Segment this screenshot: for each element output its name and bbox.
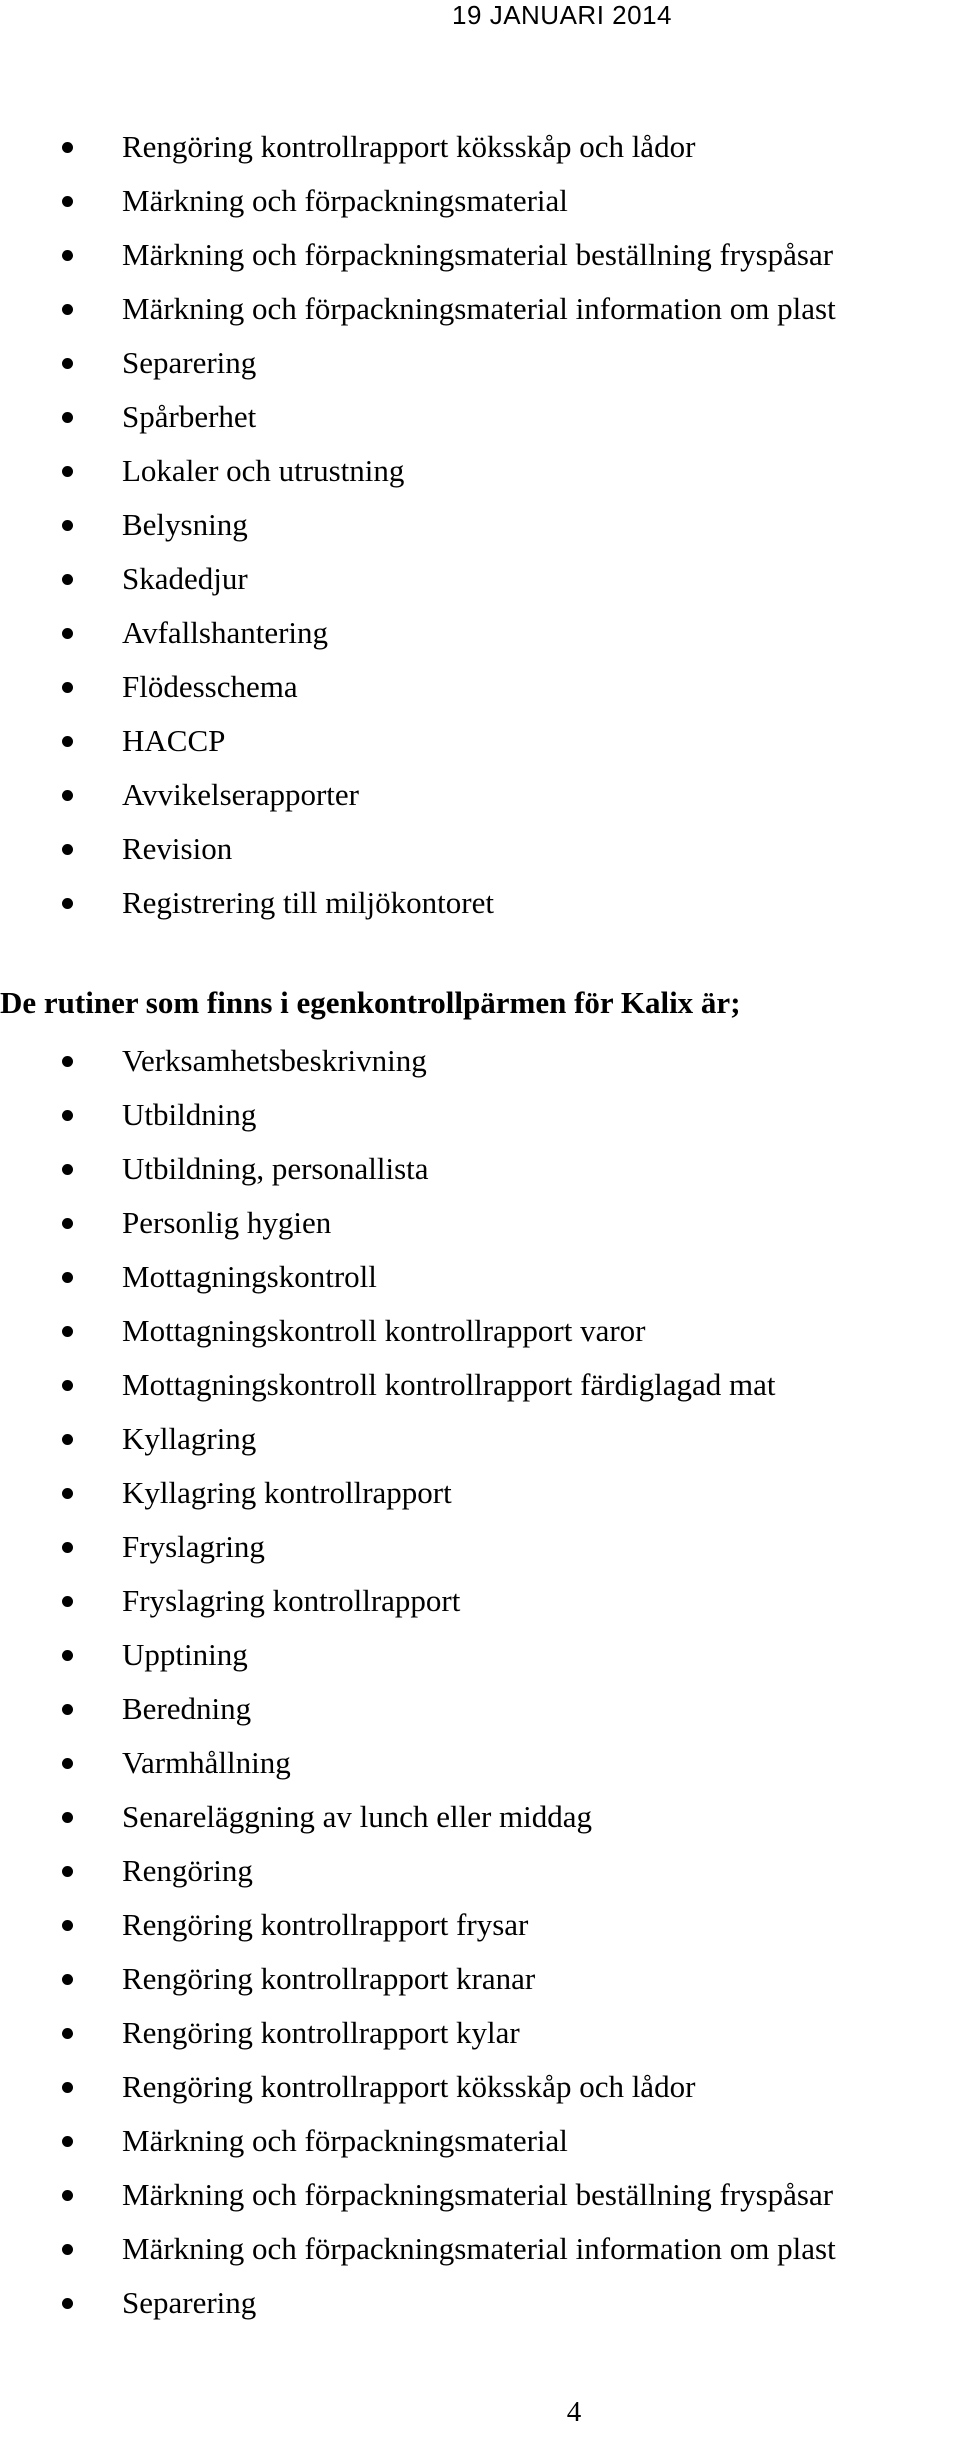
list-item bbox=[0, 228, 960, 282]
bullet-icon bbox=[62, 790, 73, 801]
bullet-icon bbox=[62, 1974, 73, 1985]
bullet-icon bbox=[62, 250, 73, 261]
list-item bbox=[0, 2006, 960, 2060]
bullet-icon bbox=[62, 1272, 73, 1283]
list-item bbox=[0, 1844, 960, 1898]
bullet-icon bbox=[62, 142, 73, 153]
bullet-icon bbox=[62, 574, 73, 585]
list-item bbox=[0, 390, 960, 444]
list-item bbox=[0, 876, 960, 930]
list-item-text: Lokaler och utrustning bbox=[122, 453, 405, 488]
list-item-text: Mottagningskontroll bbox=[122, 1259, 377, 1294]
list-item-text: Beredning bbox=[122, 1691, 252, 1726]
list-item-text: Personlig hygien bbox=[122, 1205, 332, 1240]
list-item bbox=[0, 282, 960, 336]
list-item bbox=[0, 1736, 960, 1790]
list-item-text: HACCP bbox=[122, 723, 226, 758]
list-item-text: Kyllagring bbox=[122, 1421, 257, 1456]
bullet-icon bbox=[62, 736, 73, 747]
bullet-icon bbox=[62, 1434, 73, 1445]
list-item bbox=[0, 2222, 960, 2276]
bullet-icon bbox=[62, 1380, 73, 1391]
list-item bbox=[0, 174, 960, 228]
list-item bbox=[0, 552, 960, 606]
list-item-text: Belysning bbox=[122, 507, 248, 542]
list-item bbox=[0, 606, 960, 660]
list-item-text: Verksamhetsbeskrivning bbox=[122, 1043, 427, 1078]
list-item bbox=[0, 1628, 960, 1682]
bullet-icon bbox=[62, 2190, 73, 2201]
list-item-text: Registrering till miljökontoret bbox=[122, 885, 494, 920]
bullet-icon bbox=[62, 1866, 73, 1877]
bullet-icon bbox=[62, 2082, 73, 2093]
bullet-icon bbox=[62, 1812, 73, 1823]
list-item bbox=[0, 660, 960, 714]
page-number: 4 bbox=[566, 2396, 582, 2428]
list-item bbox=[0, 1088, 960, 1142]
bullet-icon bbox=[62, 1596, 73, 1607]
list-item-text: Rengöring kontrollrapport köksskåp och lådor bbox=[122, 129, 696, 164]
list-item bbox=[0, 1034, 960, 1088]
list-item bbox=[0, 1898, 960, 1952]
list-item-text: Avvikelserapporter bbox=[122, 777, 359, 812]
bullet-icon bbox=[62, 196, 73, 207]
bullet-icon bbox=[62, 1218, 73, 1229]
list-item bbox=[0, 1574, 960, 1628]
list-item bbox=[0, 1520, 960, 1574]
list-item-text: Separering bbox=[122, 2285, 257, 2320]
bullet-icon bbox=[62, 1758, 73, 1769]
list-item bbox=[0, 120, 960, 174]
list-item bbox=[0, 1790, 960, 1844]
list-item bbox=[0, 444, 960, 498]
list-item-text: Rengöring bbox=[122, 1853, 253, 1888]
bullet-icon bbox=[62, 1110, 73, 1121]
bullet-icon bbox=[62, 358, 73, 369]
list-item bbox=[0, 2168, 960, 2222]
bullet-icon bbox=[62, 2136, 73, 2147]
list-item-text: Utbildning, personallista bbox=[122, 1151, 429, 1186]
list-item bbox=[0, 1682, 960, 1736]
bullet-icon bbox=[62, 466, 73, 477]
list-item bbox=[0, 1196, 960, 1250]
list-item-text: Kyllagring kontrollrapport bbox=[122, 1475, 452, 1510]
list-item bbox=[0, 768, 960, 822]
bullet-icon bbox=[62, 898, 73, 909]
bullet-icon bbox=[62, 1650, 73, 1661]
list-item-text: Upptining bbox=[122, 1637, 248, 1672]
bullet-icon bbox=[62, 412, 73, 423]
list-item bbox=[0, 822, 960, 876]
list-item bbox=[0, 1142, 960, 1196]
bullet-icon bbox=[62, 682, 73, 693]
routine-list-kalix bbox=[0, 1034, 960, 2330]
list-item-text: Revision bbox=[122, 831, 233, 866]
bullet-icon bbox=[62, 2028, 73, 2039]
bullet-icon bbox=[62, 1056, 73, 1067]
list-item-text: Utbildning bbox=[122, 1097, 257, 1132]
list-item bbox=[0, 498, 960, 552]
list-item-text: Mottagningskontroll kontrollrapport varor bbox=[122, 1313, 646, 1348]
list-item-text: Varmhållning bbox=[122, 1745, 291, 1780]
list-item-text: Märkning och förpackningsmaterial beställning fryspåsar bbox=[122, 237, 834, 272]
bullet-icon bbox=[62, 2244, 73, 2255]
list-item-text: Märkning och förpackningsmaterial information om plast bbox=[122, 291, 836, 326]
header-date: 19 JANUARI 2014 bbox=[452, 0, 672, 30]
list-item-text: Skadedjur bbox=[122, 561, 248, 596]
list-item bbox=[0, 1952, 960, 2006]
bullet-icon bbox=[62, 1488, 73, 1499]
list-item-text: Märkning och förpackningsmaterial information om plast bbox=[122, 2231, 836, 2266]
routine-list-top bbox=[0, 120, 960, 930]
list-item bbox=[0, 1412, 960, 1466]
bullet-icon bbox=[62, 520, 73, 531]
list-item-text: Märkning och förpackningsmaterial bbox=[122, 183, 568, 218]
bullet-icon bbox=[62, 1920, 73, 1931]
list-item bbox=[0, 1304, 960, 1358]
list-item-text: Märkning och förpackningsmaterial beställning fryspåsar bbox=[122, 2177, 834, 2212]
bullet-icon bbox=[62, 1326, 73, 1337]
list-item-text: Avfallshantering bbox=[122, 615, 329, 650]
list-item-text: Rengöring kontrollrapport kylar bbox=[122, 2015, 520, 2050]
list-item bbox=[0, 2276, 960, 2330]
list-item-text: Fryslagring bbox=[122, 1529, 265, 1564]
bullet-icon bbox=[62, 1704, 73, 1715]
bullet-icon bbox=[62, 1542, 73, 1553]
list-item-text: Separering bbox=[122, 345, 257, 380]
section-heading: De rutiner som finns i egenkontrollpärmen för Kalix är; bbox=[0, 985, 741, 1020]
list-item-text: Märkning och förpackningsmaterial bbox=[122, 2123, 568, 2158]
list-item-text: Rengöring kontrollrapport köksskåp och lådor bbox=[122, 2069, 696, 2104]
list-item-text: Spårberhet bbox=[122, 399, 257, 434]
bullet-icon bbox=[62, 628, 73, 639]
list-item bbox=[0, 2060, 960, 2114]
bullet-icon bbox=[62, 2298, 73, 2309]
list-item-text: Mottagningskontroll kontrollrapport färdiglagad mat bbox=[122, 1367, 776, 1402]
list-item bbox=[0, 1358, 960, 1412]
list-item-text: Fryslagring kontrollrapport bbox=[122, 1583, 461, 1618]
bullet-icon bbox=[62, 304, 73, 315]
list-item bbox=[0, 336, 960, 390]
bullet-icon bbox=[62, 1164, 73, 1175]
list-item-text: Rengöring kontrollrapport kranar bbox=[122, 1961, 536, 1996]
list-item bbox=[0, 714, 960, 768]
bullet-icon bbox=[62, 844, 73, 855]
list-item-text: Rengöring kontrollrapport frysar bbox=[122, 1907, 529, 1942]
list-item-text: Flödesschema bbox=[122, 669, 298, 704]
list-item-text: Senareläggning av lunch eller middag bbox=[122, 1799, 593, 1834]
list-item bbox=[0, 2114, 960, 2168]
list-item bbox=[0, 1250, 960, 1304]
list-item bbox=[0, 1466, 960, 1520]
